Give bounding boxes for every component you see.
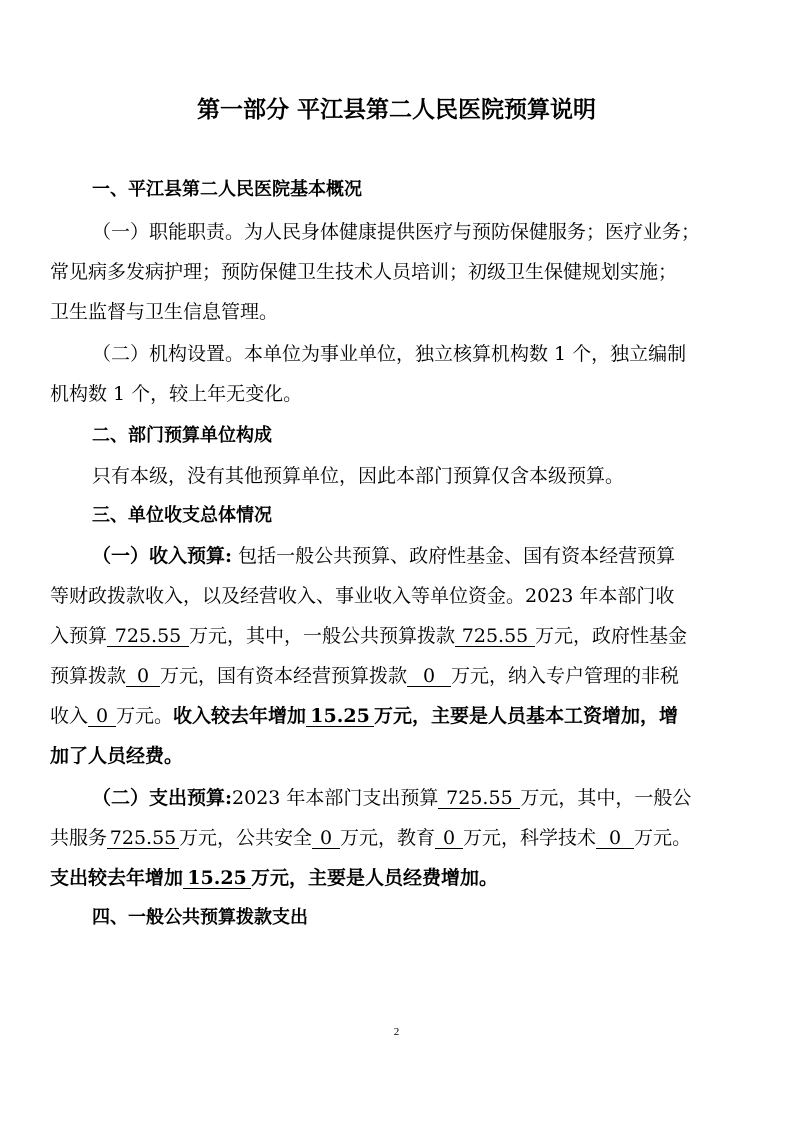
income-state-capital-value: 0: [407, 666, 451, 687]
paragraph-line: 机构数 1 个，较上年无变化。: [50, 383, 303, 405]
text-span: 万元，公共安全: [179, 827, 313, 849]
section-1-heading: 一、平江县第二人民医院基本概况: [92, 179, 362, 200]
expense-line-1: [92, 786, 691, 810]
income-general-value: 725.55: [455, 626, 535, 647]
text-span: 万元，国有资本经营预算拨款: [160, 665, 408, 687]
paragraph-line: 卫生监督与卫生信息管理。: [50, 301, 279, 323]
text-span: 万元，其中，一般公共预算拨款: [189, 625, 456, 647]
text-span: 共服务: [50, 827, 108, 849]
income-increase-value: 15.25: [306, 706, 374, 727]
page-title: 第一部分 平江县第二人民医院预算说明: [196, 97, 596, 123]
expense-line-3: [50, 866, 498, 890]
income-line-6: 加了人员经费。: [50, 745, 184, 767]
paragraph-line: 只有本级，没有其他预算单位，因此本部门预算仅含本级预算。: [92, 465, 625, 487]
expense-increase-value: 15.25: [183, 868, 251, 889]
paragraph-line: 常见病多发病护理；预防保健卫生技术人员培训；初级卫生保健规划实施；: [50, 261, 678, 283]
text-span: 万元，主要是人员基本工资增加，增: [374, 705, 679, 727]
income-line-1: [92, 544, 675, 568]
paragraph-line: （一）职能职责。为人民身体健康提供医疗与预防保健服务；医疗业务；: [92, 221, 701, 243]
text-span: 收入: [50, 705, 89, 727]
text-span: 万元，主要是人员经费增加。: [251, 867, 499, 889]
text-span: 收入较去年增加: [173, 705, 307, 727]
expense-education-value: 0: [435, 828, 463, 849]
income-gov-fund-value: 0: [126, 666, 160, 687]
expense-total-value: 725.55: [438, 788, 520, 809]
section-3-heading: 三、单位收支总体情况: [92, 505, 272, 526]
income-line-5: [50, 704, 678, 728]
paragraph-line: （二）机构设置。本单位为事业单位，独立核算机构数 1 个，独立编制: [92, 343, 687, 365]
text-span: 万元，科学技术: [463, 827, 597, 849]
income-nontax-value: 0: [88, 706, 116, 727]
text-span: 预算拨款: [50, 665, 127, 687]
section-4-heading: 四、一般公共预算拨款支出: [92, 907, 308, 928]
income-line-2: 等财政拨款收入，以及经营收入、事业收入等单位资金。2023 年本部门收: [50, 585, 675, 607]
text-span: 入预算: [50, 625, 108, 647]
text-span: 万元，其中，一般公: [520, 787, 692, 809]
expense-line-2: [50, 826, 691, 850]
text-span: 万元。: [116, 705, 174, 727]
income-total-value: 725.55: [107, 626, 189, 647]
text-span: 2023 年本部门支出预算: [232, 787, 439, 809]
text-span: 包括一般公共预算、政府性基金、国有资本经营预算: [238, 545, 676, 567]
section-2-heading: 二、部门预算单位构成: [92, 425, 272, 446]
page-number: 2: [393, 1026, 400, 1038]
income-label: （一）收入预算:: [92, 545, 233, 567]
text-span: 万元，政府性基金: [535, 625, 688, 647]
text-span: 万元。: [634, 827, 692, 849]
text-span: 万元，纳入专户管理的非税: [451, 665, 680, 687]
text-span: 万元，教育: [340, 827, 436, 849]
expense-public-service-value: 725.55: [107, 828, 179, 849]
income-line-3: [50, 624, 687, 648]
expense-label: （二）支出预算:: [92, 787, 233, 809]
income-line-4: [50, 664, 679, 688]
expense-public-safety-value: 0: [312, 828, 340, 849]
expense-science-value: 0: [596, 828, 634, 849]
text-span: 支出较去年增加: [50, 867, 184, 889]
